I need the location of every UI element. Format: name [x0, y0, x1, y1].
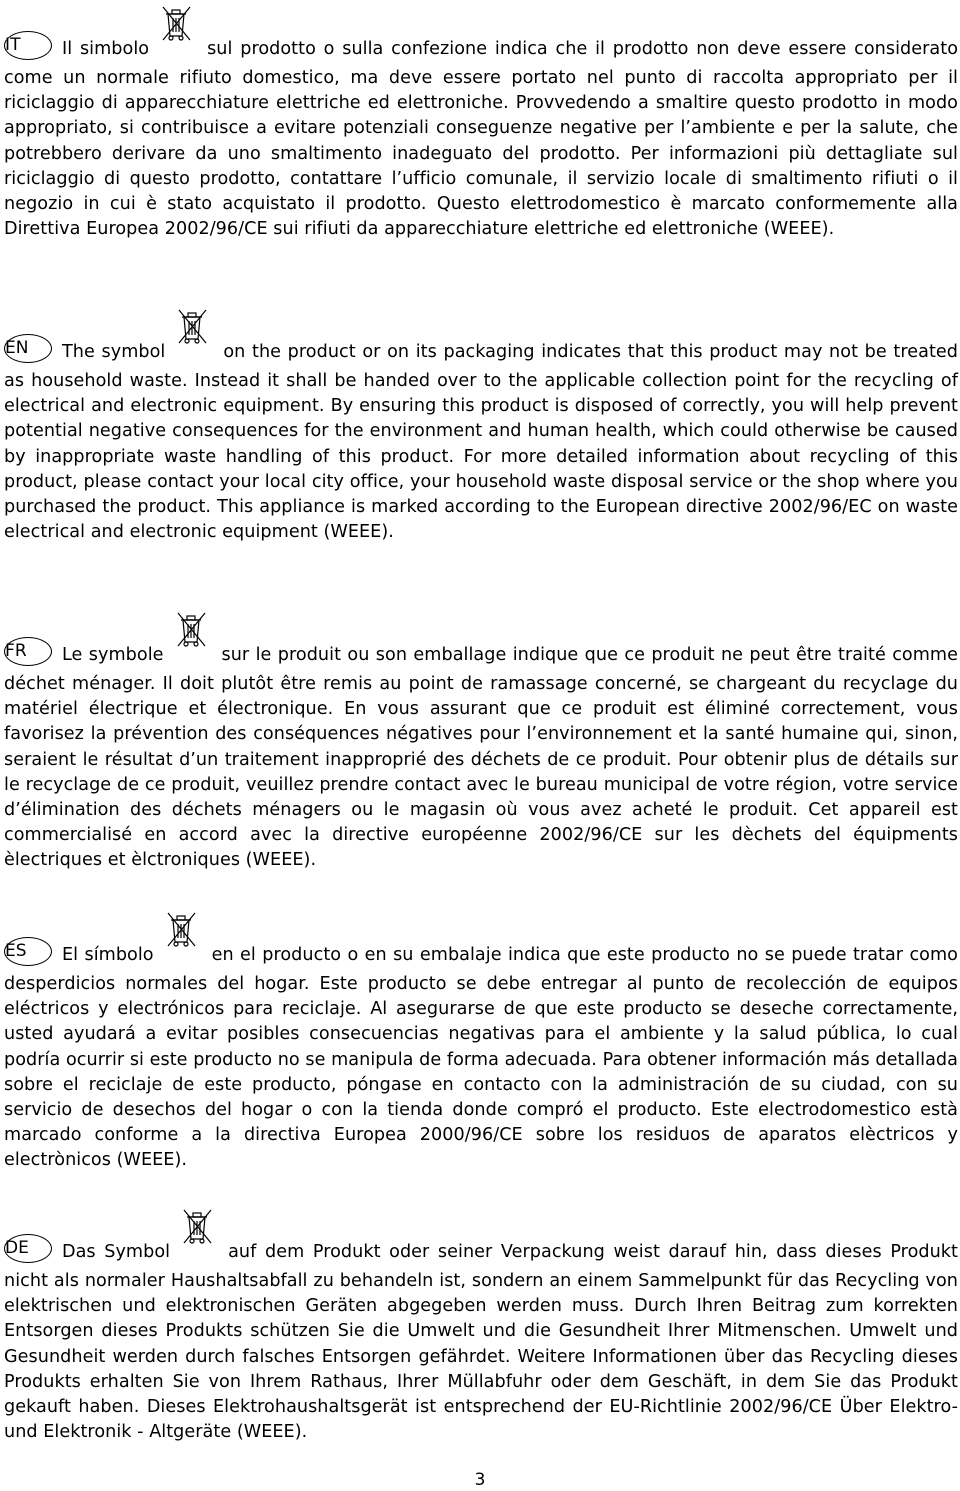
- section-es: [4, 920, 958, 1174]
- section-lead-it: Il simbolo: [62, 39, 150, 59]
- section-body-en: on the product or on its packaging indicates that this product may not be treated as household waste. Instead it shall be handed over to the applicable collection point for the recycling of electrical and electronic equipment. By ensuring this product is disposed of correctly, you will help prevent potential negative consequences for the environment and human health, which could otherwise be caused by inappropriate waste handling of this product. For more detailed information about recycling of this product, please contact your local city office, your household waste disposal service or the shop where you purchased the product. This appliance is marked according to the European directive 2002/96/EC on waste electrical and electronic equipment (WEEE).: [4, 342, 958, 543]
- section-lead-en: The symbol: [62, 342, 166, 362]
- crossed-out-wheelie-bin-icon: [162, 910, 200, 950]
- section-en: [4, 317, 958, 545]
- section-lead-es: El símbolo: [62, 945, 154, 965]
- language-badge-fr: FR: [4, 637, 52, 666]
- section-de: [4, 1217, 958, 1445]
- language-badge-de: DE: [4, 1234, 52, 1263]
- section-body-es: en el producto o en su embalaje indica que este producto no se puede tratar como desperdicios normales del hogar. Este producto se debe entregar al punto de recolección de equipos eléctricos y electrónicos para reciclaje. Al asegurarse de que este producto se deseche correctamente, usted ayudará a evitar posibles consecuencias negativas para el ambiente y la salud pública, lo cual podría ocurrir si este producto no se manipula de forma adecuada. Para obtener información más detallada sobre el reciclaje de este producto, póngase en contacto con la administración de su ciudad, con su servicio de desechos del hogar o con la tienda donde compró el producto. Este electrodomestico està marcado conforme a la directiva Europea 2000/96/CE sobre los residuos de aparatos elèctricos y electrònicos (WEEE).: [4, 945, 958, 1171]
- section-fr: [4, 620, 958, 874]
- crossed-out-wheelie-bin-icon: [157, 4, 195, 44]
- section-it: [4, 14, 958, 242]
- language-badge-it: IT: [4, 31, 52, 60]
- section-body-it: sul prodotto o sulla confezione indica che il prodotto non deve essere considerato come un normale rifiuto domestico, ma deve essere portato nel punto di raccolta appropriato per il riciclaggio di apparecchiature elettriche ed elettroniche. Provvedendo a smaltire questo prodotto in modo appropriato, si contribuisce a evitare potenziali conseguenze negative per l’ambiente e per la salute, che potrebbero derivare da uno smaltimento inadeguato del prodotto. Per informazioni più dettagliate sul riciclaggio di questo prodotto, contattare l’ufficio comunale, il servizio locale di smaltimento rifiuti o il negozio in cui è stato acquistato il prodotto. Questo elettrodomestico è marcato conformemente alla Direttiva Europea 2002/96/CE sui rifiuti da apparecchiature elettriche ed elettroniche (WEEE).: [4, 39, 959, 240]
- language-badge-en: EN: [4, 334, 52, 363]
- section-lead-de: Das Symbol: [62, 1242, 171, 1262]
- section-body-de: auf dem Produkt oder seiner Verpackung weist darauf hin, dass dieses Produkt nicht als normaler Haushaltsabfall zu behandeln ist, sondern an einem Sammelpunkt für das Recycling von elektrischen und elektronischen Geräten abgegeben werden muss. Durch Ihren Beitrag zum korrekten Entsorgen dieses Produkts schützen Sie die Umwelt und die Gesundheit Ihrer Mitmenschen. Umwelt und Gesundheit werden durch falsches Entsorgen gefährdet. Weitere Informationen über das Recycling dieses Produkts erhalten Sie von Ihrem Rathaus, Ihrer Müllabfuhr oder dem Geschäft, in dem Sie das Produkt gekauft haben. Dieses Elektrohaushaltsgerät ist entsprechend der EU-Richtlinie 2002/96/CE Über Elektro- und Elektronik - Altgeräte (WEEE).: [4, 1242, 958, 1443]
- crossed-out-wheelie-bin-icon: [173, 307, 211, 347]
- crossed-out-wheelie-bin-icon: [178, 1207, 216, 1247]
- section-lead-fr: Le symbole: [62, 645, 164, 665]
- section-body-fr: sur le produit ou son emballage indique que ce produit ne peut être traité comme déchet ménager. Il doit plutôt être remis au point de ramassage concerné, se chargeant du recyclage du matériel électrique et électronique. En vous assurant que ce produit est éliminé correctement, vous favorisez la prévention des conséquences négatives pour l’environnement et la santé humaine qui, sinon, seraient le résultat d’un traitement inapproprié des déchets de ce produit. Pour obtenir plus de détails sur le recyclage de ce produit, veuillez prendre contact avec le bureau municipal de votre région, votre service d’élimination des déchets ménagers ou le magasin où vous avez acheté le produit. Cet appareil est commercialisé en accord avec la directive européenne 2002/96/CE sur les dèchets del équipments èlectriques et èlctroniques (WEEE).: [4, 645, 958, 871]
- page-number: 3: [474, 1470, 486, 1490]
- crossed-out-wheelie-bin-icon: [172, 610, 210, 650]
- language-badge-es: ES: [4, 937, 52, 966]
